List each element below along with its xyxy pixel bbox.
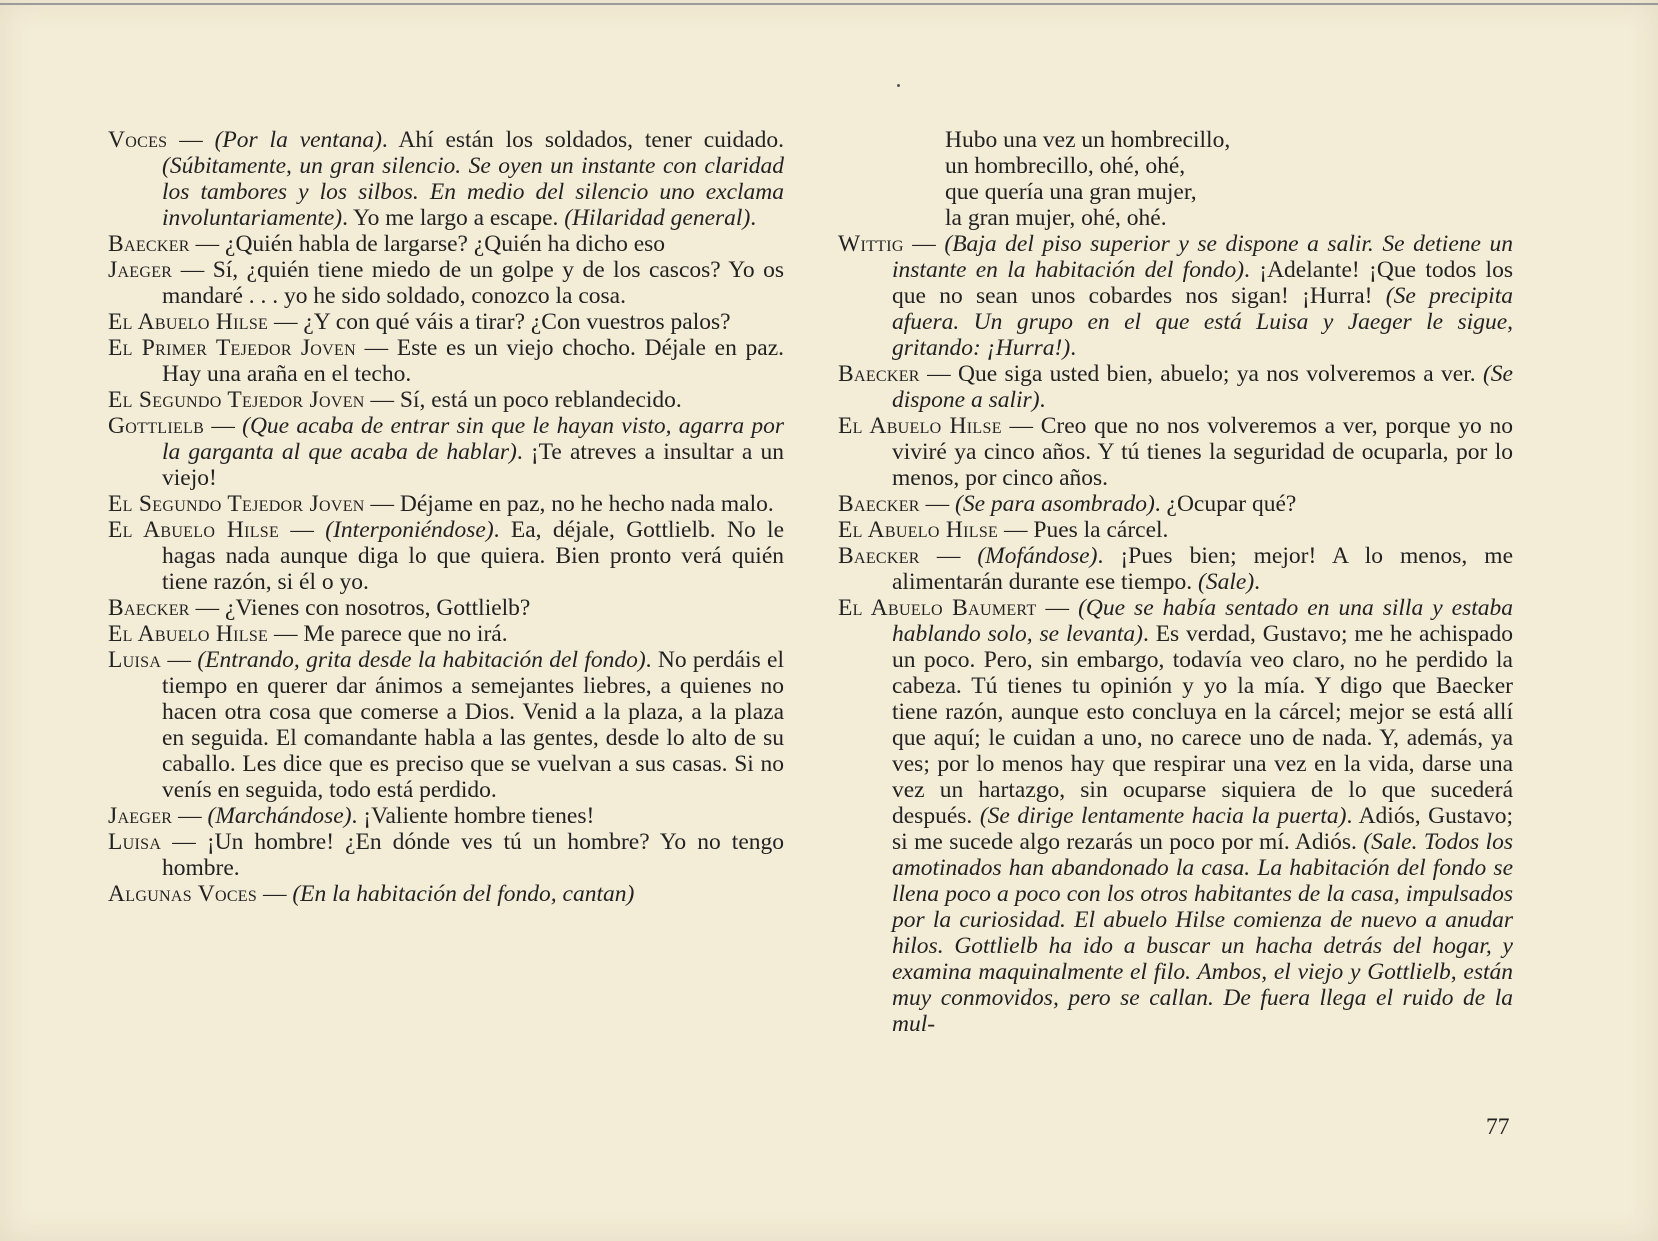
spoken-text: Que siga usted bien, abuelo; ya nos volveremos a ver. <box>957 361 1483 387</box>
spoken-text: ¡Un hombre! ¿En dónde ves tú un hombre? Yo no tengo hombre. <box>162 829 784 881</box>
spoken-text: Sí, está un poco reblandecido. <box>399 387 682 413</box>
dialogue-entry <box>108 881 784 907</box>
spoken-text: . Ea, déjale, Gottlielb. No le hagas nada aunque diga lo que quiera. Bien pronto verá quién tiene razón, si él o yo. <box>162 517 785 595</box>
stage-direction: (Se dirige lentamente hacia la puerta) <box>979 803 1347 829</box>
speaker-name: Jaeger <box>108 803 173 829</box>
dash-separator: — <box>268 309 304 335</box>
dialogue-entry <box>838 413 1513 491</box>
stage-direction: (Que acaba de entrar sin que le hayan visto, agarra por la garganta al que acaba de hablar) <box>162 413 785 465</box>
spoken-text: . <box>1070 335 1077 361</box>
spoken-text: . <box>1039 387 1046 413</box>
dash-separator: — <box>172 257 213 283</box>
spoken-text: Sí, ¿quién tiene miedo de un golpe y de los cascos? Yo os mandaré . . . yo he sido soldado, conozco la cosa. <box>162 257 785 309</box>
speaker-name: Baecker <box>838 491 920 517</box>
speaker-name: El Abuelo Hilse <box>838 517 999 543</box>
stage-direction: (Se precipita afuera. Un grupo en el que está Luisa y Jaeger le sigue, gritando: ¡Hurra!) <box>892 283 1513 361</box>
speaker-name: El Abuelo Hilse <box>838 413 1002 439</box>
dash-separator: — <box>167 127 215 153</box>
dialogue-entry <box>838 491 1513 517</box>
spoken-text: . <box>750 205 757 231</box>
speaker-name: Baecker <box>108 231 190 257</box>
stage-direction: (Sale) <box>1198 569 1255 595</box>
spoken-text: . ¡Pues bien; mejor! A lo menos, me alimentarán durante ese tiempo. <box>892 543 1514 595</box>
dash-separator: — <box>204 413 243 439</box>
verse-line: un hombrecillo, ohé, ohé, <box>945 153 1186 179</box>
dash-separator: — <box>919 543 978 569</box>
stage-direction: (Se para asombrado) <box>955 491 1155 517</box>
dialogue-entry <box>108 257 784 309</box>
dash-separator: — <box>355 335 397 361</box>
dialogue-entry <box>838 595 1513 1037</box>
speaker-name: El Abuelo Hilse <box>108 309 269 335</box>
dash-separator: — <box>364 491 400 517</box>
stage-direction: (Hilaridad general) <box>564 205 751 231</box>
speaker-name: Baecker <box>108 595 190 621</box>
spoken-text: . Es verdad, Gustavo; me he achispado un poco. Pero, sin embargo, todavía veo claro, no he perdido la cabeza. Tú tienes tu opinión y yo la mía. Y digo que Baecker tiene razón, aunque esto concluya en la cárcel; mejor se está allí que aquí; le cuidan a uno, no carece uno de nada. Y, además, ya ves; por lo menos hay que respirar una vez en la vida, darse una vez un hartazgo, sin ocuparse siquiera de lo que sucederá después. <box>892 621 1513 829</box>
spoken-text: Pues la cárcel. <box>1033 517 1169 543</box>
spoken-text: . ¡Adelante! ¡Que todos los que no sean unos cobardes nos sigan! ¡Hurra! <box>892 257 1513 309</box>
dash-separator: — <box>1036 595 1079 621</box>
speaker-name: Algunas Voces <box>108 881 258 907</box>
spoken-text: . <box>1254 569 1261 595</box>
verse-line: la gran mujer, ohé, ohé. <box>945 205 1167 231</box>
spoken-text: ¿Vienes con nosotros, Gottlielb? <box>225 595 531 621</box>
dash-separator: — <box>364 387 400 413</box>
dialogue-entry <box>838 231 1513 361</box>
dialogue-entry <box>838 361 1513 413</box>
speaker-name: El Abuelo Hilse <box>108 621 269 647</box>
dialogue-entry <box>838 543 1513 595</box>
spoken-text: . No perdáis el tiempo en querer dar ánimos a semejantes liebres, a quienes no hacen otra cosa que comerse a Dios. Venid a la plaza, a la plaza en seguida. El comandante habla a las gentes, desde lo alto de su caballo. Les dice que es preciso que se vuelvan a sus casas. Si no venís en seguida, todo está perdido. <box>162 647 784 803</box>
song-verse <box>945 127 1513 231</box>
dialogue-entry <box>108 335 784 387</box>
top-edge-line <box>0 3 1658 5</box>
stage-direction: (Baja del piso superior y se dispone a salir. Se detiene un instante en la habitación del fondo) <box>892 231 1514 283</box>
right-column <box>838 127 1513 1037</box>
stage-direction: (Marchándose) <box>207 803 352 829</box>
stage-direction: (Se dispone a salir) <box>892 361 1513 413</box>
spoken-text: . ¡Valiente hombre tienes! <box>351 803 595 829</box>
spoken-text: Me parece que no irá. <box>303 621 508 647</box>
speaker-name: Wittig <box>838 231 904 257</box>
spoken-text: . Ahí están los soldados, tener cuidado. <box>381 127 784 153</box>
verse-line: Hubo una vez un hombrecillo, <box>945 127 1231 153</box>
spoken-text: . ¿Ocupar qué? <box>1154 491 1297 517</box>
speaker-name: Baecker <box>838 543 920 569</box>
dash-separator: — <box>268 621 304 647</box>
dialogue-entry <box>108 491 784 517</box>
dash-separator: — <box>919 491 956 517</box>
print-mark <box>897 84 900 87</box>
stage-direction: (Que se había sentado en una silla y estaba hablando solo, se levanta) <box>892 595 1514 647</box>
dialogue-entry <box>108 595 784 621</box>
dialogue-entry <box>108 517 784 595</box>
dash-separator: — <box>1001 413 1041 439</box>
speaker-name: Luisa <box>108 647 162 673</box>
dialogue-entry <box>108 387 784 413</box>
spoken-text: ¿Quién habla de largarse? ¿Quién ha dicho eso <box>225 231 666 257</box>
speaker-name: El Abuelo Baumert <box>838 595 1037 621</box>
speaker-name: Luisa <box>108 829 162 855</box>
spoken-text: Este es un viejo chocho. Déjale en paz. Hay una araña en el techo. <box>162 335 785 387</box>
page-number: 77 <box>1486 1114 1510 1140</box>
dash-separator: — <box>257 881 293 907</box>
dialogue-entry <box>108 621 784 647</box>
dash-separator: — <box>161 647 198 673</box>
stage-direction: (Súbitamente, un gran silencio. Se oyen un instante con claridad los tambores y los silbos. En medio del silencio uno exclama involuntariamente) <box>162 153 784 231</box>
dash-separator: — <box>998 517 1034 543</box>
spoken-text: Creo que no nos volveremos a ver, porque yo no viviré ya cinco años. Y tú tienes la seguridad de ocuparla, por lo menos, por cinco años. <box>892 413 1514 491</box>
stage-direction: (En la habitación del fondo, cantan) <box>292 881 635 907</box>
stage-direction: (Sale. Todos los amotinados han abandonado la casa. La habitación del fondo se llena poco a poco con los otros habitantes de la casa, impulsados por la curiosidad. El abuelo Hilse comienza de nuevo a anudar hilos. Gottlielb ha ido a buscar un hacha detrás del hogar, y examina maquinalmente el filo. Ambos, el viejo y Gottlielb, están muy conmovidos, pero se callan. De fuera llega el ruido de la mul- <box>892 829 1513 1037</box>
spoken-text: ¿Y con qué váis a tirar? ¿Con vuestros palos? <box>303 309 731 335</box>
dialogue-entry <box>108 231 784 257</box>
spoken-text: Déjame en paz, no he hecho nada malo. <box>399 491 774 517</box>
dialogue-entry <box>838 517 1513 543</box>
speaker-name: El Segundo Tejedor Joven <box>108 491 365 517</box>
dash-separator: — <box>189 595 226 621</box>
speaker-name: Jaeger <box>108 257 173 283</box>
dialogue-entry <box>108 127 784 231</box>
stage-direction: (Por la ventana) <box>214 127 382 153</box>
dash-separator: — <box>279 517 326 543</box>
dash-separator: — <box>903 231 945 257</box>
dash-separator: — <box>161 829 207 855</box>
stage-direction: (Entrando, grita desde la habitación del fondo) <box>197 647 646 673</box>
speaker-name: Gottlielb <box>108 413 205 439</box>
spoken-text: . Adiós, Gustavo; si me sucede algo rezarás un poco por mí. Adiós. <box>892 803 1513 855</box>
stage-direction: (Interponiéndose) <box>325 517 494 543</box>
dash-separator: — <box>189 231 226 257</box>
dash-separator: — <box>919 361 958 387</box>
stage-direction: (Mofándose) <box>977 543 1098 569</box>
left-column <box>108 127 784 907</box>
dialogue-entry <box>108 803 784 829</box>
speaker-name: El Abuelo Hilse <box>108 517 280 543</box>
dialogue-entry <box>108 647 784 803</box>
dialogue-entry <box>108 413 784 491</box>
spoken-text: . Yo me largo a escape. <box>342 205 565 231</box>
speaker-name: Baecker <box>838 361 920 387</box>
speaker-name: El Segundo Tejedor Joven <box>108 387 365 413</box>
speaker-name: Voces <box>108 127 168 153</box>
dash-separator: — <box>172 803 208 829</box>
speaker-name: El Primer Tejedor Joven <box>108 335 356 361</box>
spoken-text: . ¡Te atreves a insultar a un viejo! <box>162 439 784 491</box>
dialogue-entry <box>108 309 784 335</box>
verse-line: que quería una gran mujer, <box>945 179 1197 205</box>
dialogue-entry <box>108 829 784 881</box>
